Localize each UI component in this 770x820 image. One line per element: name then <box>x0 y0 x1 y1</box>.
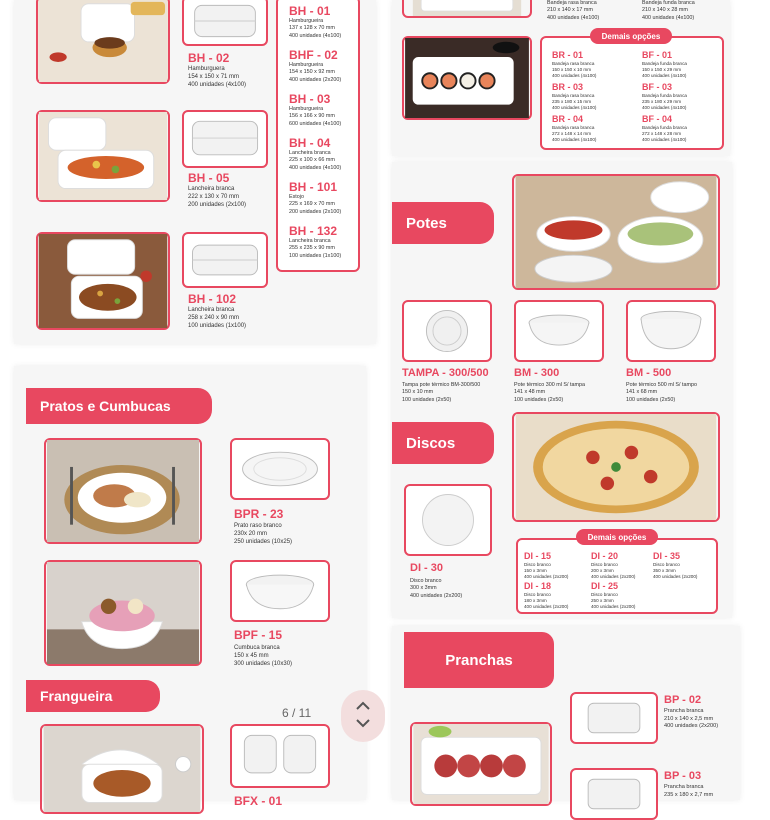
chevron-up-icon[interactable] <box>356 701 370 713</box>
page-hamburgueiras <box>14 0 376 344</box>
product-code: BH - 102 <box>188 292 237 306</box>
product-thumb-bp03 <box>570 768 658 820</box>
section-banner-frangueira: Frangueira <box>26 680 160 712</box>
product-thumb-bfx01 <box>230 724 330 788</box>
spec-desc: Estojo 225 x 169 x 70 mm 200 unidades (2x100) <box>289 194 342 215</box>
product-desc: Pote térmico 500 ml S/ tampo 141 x 68 mm 100 unidades (2x50) <box>626 382 698 403</box>
product-desc: Bandeja funda branca 210 x 140 x 28 mm 400 unidades (4x100) <box>642 0 695 21</box>
discos-options-title: Demais opções <box>576 529 658 545</box>
option-desc: Bandeja funda branca 235 x 180 x 29 mm 400 unidades (4x100) <box>642 93 687 110</box>
product-photo-pizza <box>512 412 720 522</box>
option-code: DI - 25 <box>591 581 619 591</box>
option-desc: Disco branco 250 x 3mm 400 unidades (2x200) <box>591 592 636 609</box>
option-code: DI - 35 <box>653 551 681 561</box>
option-code: DI - 20 <box>591 551 619 561</box>
product-code: BPF - 15 <box>234 628 283 642</box>
product-code: TAMPA - 300/500 <box>402 367 489 379</box>
option-code: BF - 04 <box>642 114 673 124</box>
product-photo-bh05 <box>36 110 170 202</box>
option-code: BF - 03 <box>642 82 673 92</box>
spec-desc: Hamburgueira 154 x 150 x 92 mm 400 unidades (2x200) <box>289 62 342 83</box>
product-thumb-bpr23 <box>230 438 330 500</box>
product-thumb-tampa <box>402 300 492 362</box>
product-code: BPR - 23 <box>234 507 284 521</box>
option-desc: Disco branco 200 x 3mm 400 unidades (2x200) <box>591 562 636 579</box>
product-photo-pranchas <box>410 722 552 806</box>
product-desc: Disco branco 300 x 3mm 400 unidades (2x200) <box>410 578 463 599</box>
spec-desc: Lancheira branca 225 x 100 x 66 mm 400 unidades (4x100) <box>289 150 342 171</box>
spec-code: BH - 03 <box>289 92 331 106</box>
section-banner-pranchas: Pranchas <box>404 632 554 688</box>
page-indicator: 6 / 11 <box>282 706 312 720</box>
product-code: BFX - 01 <box>234 794 283 808</box>
product-desc: Pote térmico 300 ml S/ tampa 141 x 48 mm 100 unidades (2x50) <box>514 382 586 403</box>
page-potes-discos <box>392 162 732 618</box>
option-code: BF - 01 <box>642 50 673 60</box>
product-desc: Cumbuca branca 150 x 45 mm 300 unidades (10x30) <box>234 645 293 668</box>
spec-code: BH - 101 <box>289 180 338 194</box>
product-desc: Prato raso branco 230x 20 mm 250 unidades (10x25) <box>234 523 293 546</box>
option-code: DI - 15 <box>524 551 552 561</box>
option-desc: Bandeja rasa branca 272 x 148 x 14 mm 400 unidades (4x100) <box>552 125 597 142</box>
product-code: DI - 30 <box>410 562 444 574</box>
product-thumb-bm300 <box>514 300 604 362</box>
spec-desc: Lancheira branca 255 x 235 x 90 mm 100 unidades (1x100) <box>289 238 342 259</box>
spec-code: BH - 01 <box>289 4 331 18</box>
page-bandejas <box>392 0 730 156</box>
option-desc: Bandeja rasa branca 150 x 150 x 10 mm 400 unidades (4x100) <box>552 61 597 78</box>
spec-desc: Hamburgueira 137 x 128 x 70 mm 400 unidades (4x100) <box>289 18 342 39</box>
product-code: BM - 300 <box>514 367 560 379</box>
product-desc: Tampa pote térmico BM-300/500 150 x 10 mm 100 unidades (2x50) <box>402 382 481 403</box>
product-thumb-bm500 <box>626 300 716 362</box>
section-banner-potes: Potes <box>392 202 494 244</box>
product-photo-cumbuca <box>44 560 202 666</box>
page-pranchas <box>392 626 740 800</box>
option-desc: Disco branco 350 x 3mm 400 unidades (2x200) <box>653 562 698 579</box>
product-photo-sushi <box>402 36 532 120</box>
product-thumb-bh05 <box>182 110 268 168</box>
chevron-down-icon[interactable] <box>356 719 370 731</box>
options-title: Demais opções <box>590 28 672 44</box>
product-code: BH - 05 <box>188 171 230 185</box>
product-photo-bh02 <box>36 0 170 84</box>
option-desc: Bandeja funda branca 272 x 148 x 28 mm 400 unidades (4x100) <box>642 125 687 142</box>
product-code: BP - 03 <box>664 770 702 782</box>
spec-code: BH - 04 <box>289 136 331 150</box>
option-code: BR - 01 <box>552 50 584 60</box>
product-desc: Prancha branca 235 x 180 x 2,7 mm <box>664 784 714 798</box>
product-thumb-bh102 <box>182 232 268 288</box>
option-desc: Bandeja rasa branca 235 x 180 x 15 mm 400 unidades (4x100) <box>552 93 597 110</box>
product-thumb-di30 <box>404 484 492 556</box>
option-code: BR - 03 <box>552 82 584 92</box>
product-photo-bandeja-top <box>402 0 532 18</box>
spec-code: BHF - 02 <box>289 48 338 62</box>
product-code: BM - 500 <box>626 367 672 379</box>
spec-code: BH - 132 <box>289 224 338 238</box>
product-code: BP - 02 <box>664 694 702 706</box>
product-code: BH - 02 <box>188 51 230 65</box>
product-desc: Hamburguera 154 x 150 x 71 mm 400 unidades (4x100) <box>188 66 247 89</box>
option-code: BR - 04 <box>552 114 584 124</box>
product-photo-potes <box>512 174 720 290</box>
page-nav-control[interactable] <box>341 690 385 742</box>
page-pratos <box>14 366 366 808</box>
product-photo-prato <box>44 438 202 544</box>
option-code: DI - 18 <box>524 581 552 591</box>
option-desc: Disco branco 150 x 3mm 400 unidades (2x200) <box>524 562 569 579</box>
product-thumb-bh02 <box>182 0 268 46</box>
product-thumb-bp02 <box>570 692 658 744</box>
product-photo-bh102 <box>36 232 170 330</box>
product-desc: Lancheira branca 222 x 130 x 70 mm 200 unidades (2x100) <box>188 186 247 209</box>
section-banner-discos: Discos <box>392 422 494 464</box>
option-desc: Bandeja funda branca 150 x 150 x 29 mm 400 unidades (4x100) <box>642 61 687 78</box>
option-desc: Disco branco 180 x 3mm 400 unidades (2x200) <box>524 592 569 609</box>
product-desc: Prancha branca 210 x 140 x 2,5 mm 400 unidades (2x200) <box>664 708 719 730</box>
product-photo-frangueira <box>40 724 204 814</box>
section-banner-pratos: Pratos e Cumbucas <box>26 388 212 424</box>
product-desc: Bandeja rasa branca 210 x 140 x 17 mm 400 unidades (4x100) <box>547 0 600 21</box>
spec-desc: Hamburgueira 156 x 166 x 90 mm 600 unidades (4x100) <box>289 106 342 127</box>
product-desc: Lancheira branca 258 x 240 x 90 mm 100 unidades (1x100) <box>188 307 247 330</box>
product-thumb-bpf15 <box>230 560 330 622</box>
